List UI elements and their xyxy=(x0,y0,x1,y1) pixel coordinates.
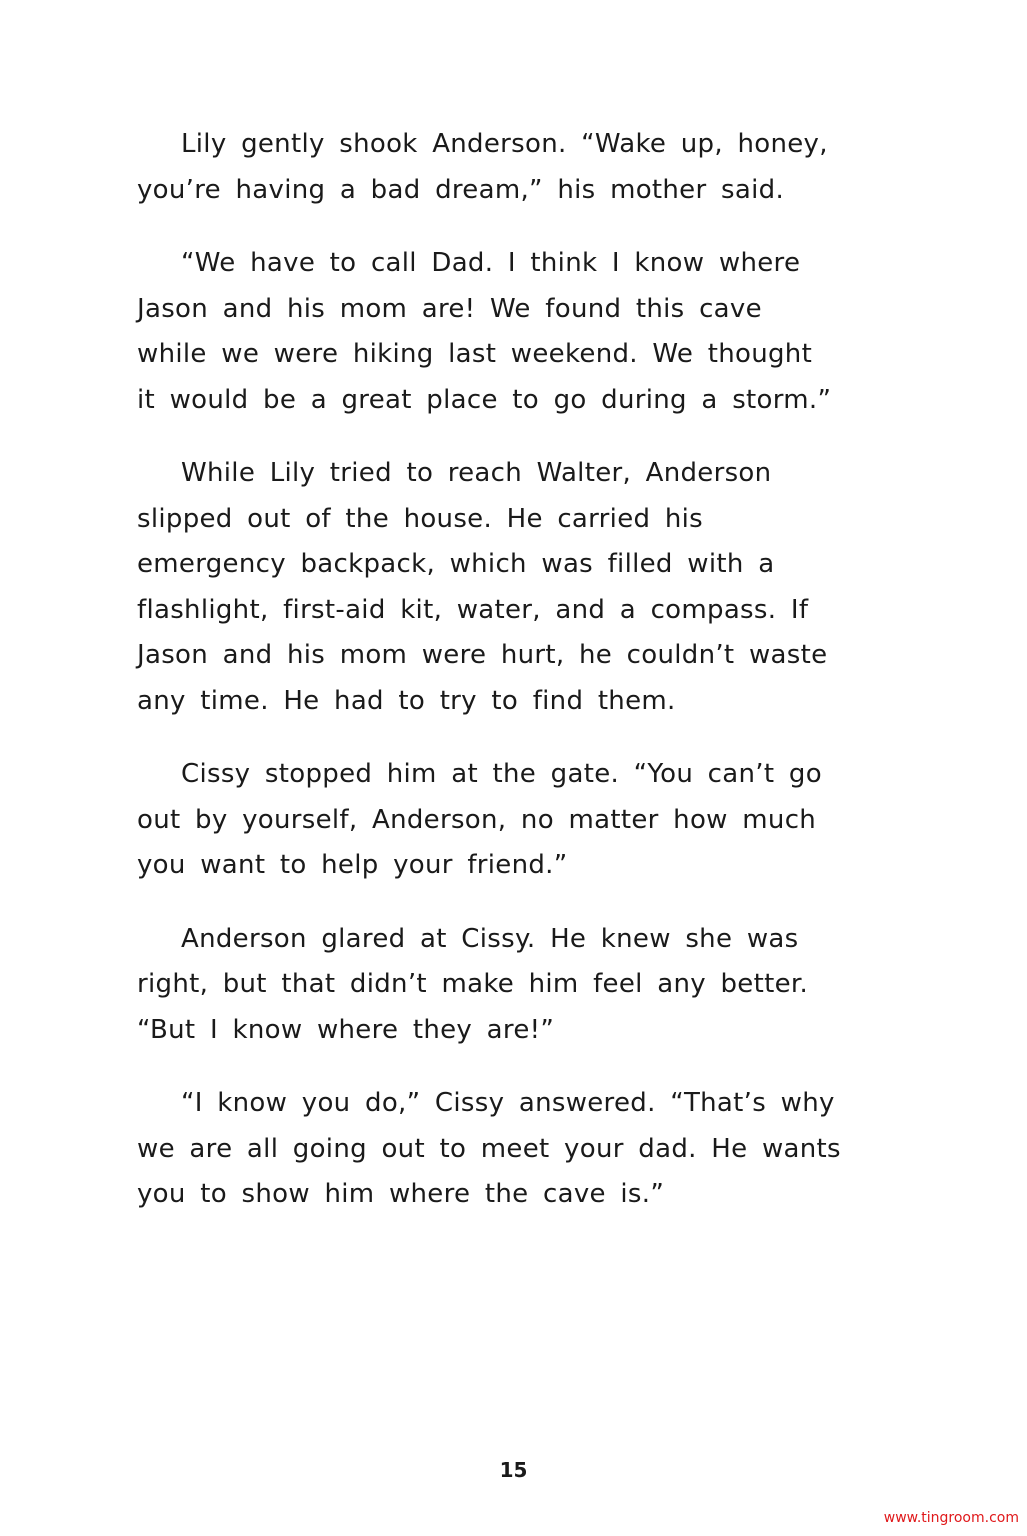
text-line: Lily gently shook Anderson. “Wake up, honey, xyxy=(181,129,828,159)
text-line: any time. He had to try to find them. xyxy=(137,685,676,716)
text-line: we are all going out to meet your dad. He wants xyxy=(137,1133,841,1164)
page-body xyxy=(137,122,897,1246)
paragraph xyxy=(137,752,897,889)
paragraph xyxy=(137,917,897,1054)
paragraph xyxy=(137,451,897,724)
text-line: flashlight, first-aid kit, water, and a compass. If xyxy=(137,594,809,625)
text-line: right, but that didn’t make him feel any better. xyxy=(137,969,809,999)
text-line: While Lily tried to reach Walter, Anderson xyxy=(181,458,772,488)
text-line: “We have to call Dad. I think I know where xyxy=(181,248,801,278)
paragraph xyxy=(137,1081,897,1218)
text-line: you to show him where the cave is.” xyxy=(137,1179,665,1209)
text-line: Jason and his mom were hurt, he couldn’t waste xyxy=(137,640,828,670)
text-line: you want to help your friend.” xyxy=(137,850,568,880)
page-number: 15 xyxy=(499,1458,528,1482)
text-line: Anderson glared at Cissy. He knew she was xyxy=(181,923,799,954)
text-line: slipped out of the house. He carried his xyxy=(137,503,704,534)
text-line: Jason and his mom are! We found this cave xyxy=(137,293,762,324)
paragraph xyxy=(137,122,897,213)
text-line: out by yourself, Anderson, no matter how much xyxy=(137,804,817,835)
paragraph xyxy=(137,241,897,423)
text-line: you’re having a bad dream,” his mother said. xyxy=(137,174,785,205)
text-line: while we were hiking last weekend. We thought xyxy=(137,339,813,369)
text-line: emergency backpack, which was filled with a xyxy=(137,549,775,579)
text-line: “But I know where they are!” xyxy=(137,1014,555,1045)
text-line: Cissy stopped him at the gate. “You can’t go xyxy=(181,759,822,789)
text-line: it would be a great place to go during a storm.” xyxy=(137,384,832,415)
watermark-link[interactable]: www.tingroom.com xyxy=(883,1510,1019,1526)
text-line: “I know you do,” Cissy answered. “That’s why xyxy=(181,1088,835,1118)
